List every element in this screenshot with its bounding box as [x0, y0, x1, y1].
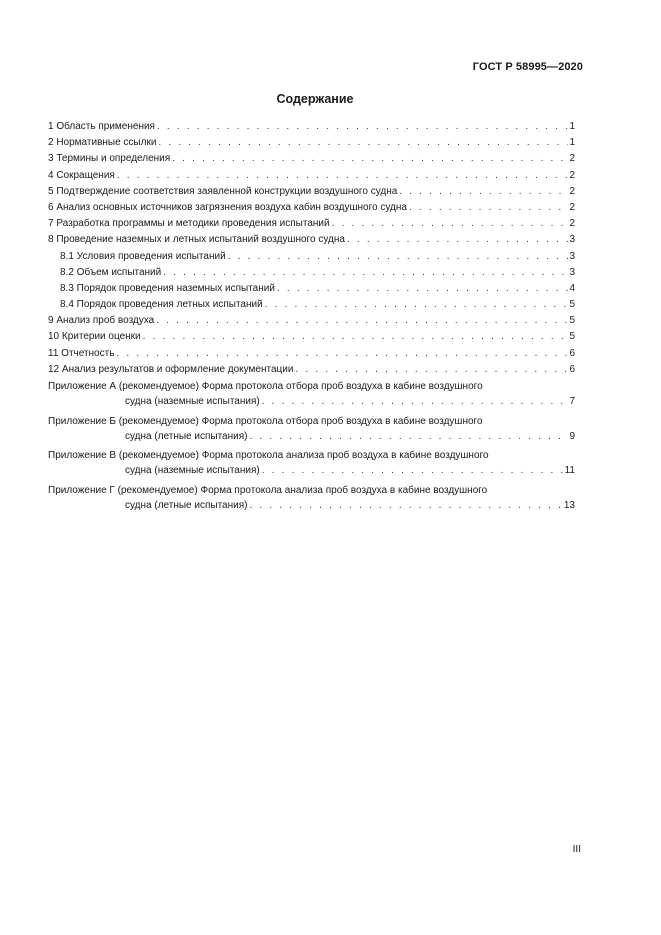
leader-dots [157, 120, 568, 134]
leader-dots [163, 266, 568, 280]
appendix-title: Приложение Г (рекомендуемое) Форма протокола анализа проб воздуха в кабине воздушного [48, 484, 488, 496]
toc-entry[interactable] [48, 363, 575, 379]
toc-entry[interactable] [48, 201, 575, 217]
toc-entry-text: 8.4 Порядок проведения летных испытаний [60, 299, 263, 311]
appendix-subtitle: судна (летные испытания) [125, 430, 248, 442]
toc-subentry[interactable] [48, 266, 575, 282]
appendix-page: 11 [564, 465, 575, 476]
appendix-title: Приложение Б (рекомендуемое) Форма протокола отбора проб воздуха в кабине воздушного [48, 415, 483, 427]
toc-entry-page: 6 [569, 363, 575, 375]
toc-entry-text: 12 Анализ результатов и оформление документации [48, 363, 294, 375]
appendix-page: 7 [569, 396, 575, 407]
toc-entry-page: 2 [569, 185, 575, 197]
leader-dots [409, 201, 568, 215]
toc-subentry[interactable] [48, 250, 575, 266]
leader-dots [262, 463, 564, 478]
toc-entry-page: 2 [569, 201, 575, 213]
table-of-contents [48, 120, 575, 517]
toc-entry-text: 10 Критерии оценки [48, 331, 141, 343]
appendix-entry[interactable] [48, 379, 575, 409]
leader-dots [117, 169, 569, 183]
toc-entry[interactable] [48, 169, 575, 185]
toc-entry-text: 5 Подтверждение соответствия заявленной конструкции воздушного судна [48, 185, 398, 197]
leader-dots [295, 363, 568, 377]
toc-subentry[interactable] [48, 282, 575, 298]
toc-entry-page: 1 [569, 137, 575, 149]
toc-entry-text: 8.2 Объем испытаний [60, 266, 162, 278]
leader-dots [143, 330, 569, 344]
leader-dots [399, 185, 568, 199]
toc-appendices [48, 379, 575, 513]
toc-entry-text: 11 Отчетность [48, 347, 115, 359]
toc-entry-text: 4 Сокращения [48, 169, 115, 181]
appendix-subtitle: судна (наземные испытания) [125, 465, 260, 476]
toc-subentry[interactable] [48, 298, 575, 314]
appendix-entry[interactable] [48, 414, 575, 444]
toc-entry[interactable] [48, 217, 575, 233]
toc-entry[interactable] [48, 120, 575, 136]
toc-entry[interactable] [48, 152, 575, 168]
toc-entry-text: 8.3 Порядок проведения наземных испытаний [60, 282, 275, 294]
leader-dots [156, 314, 568, 328]
toc-entry[interactable] [48, 314, 575, 330]
toc-title: Содержание [276, 92, 354, 106]
appendix-title: Приложение В (рекомендуемое) Форма протокола анализа проб воздуха в кабине воздушного [48, 450, 489, 461]
appendix-subtitle: судна (наземные испытания) [125, 396, 260, 407]
toc-entries [48, 120, 575, 379]
page-number: III [572, 844, 581, 855]
toc-entry-page: 5 [569, 299, 575, 311]
document-code: ГОСТ Р 58995—2020 [472, 61, 583, 73]
toc-entry-text: 7 Разработка программы и методики проведения испытаний [48, 218, 330, 230]
toc-entry-text: 1 Область применения [48, 121, 155, 132]
toc-entry-text: 3 Термины и определения [48, 153, 171, 165]
toc-entry[interactable] [48, 233, 575, 249]
toc-entry-page: 1 [569, 121, 575, 132]
toc-entry-text: 8 Проведение наземных и летных испытаний воздушного судна [48, 234, 345, 246]
appendix-entry[interactable] [48, 483, 575, 513]
toc-entry-page: 2 [569, 169, 575, 181]
leader-dots [277, 282, 569, 296]
leader-dots [172, 152, 568, 166]
toc-entry-text: 6 Анализ основных источников загрязнения воздуха кабин воздушного судна [48, 201, 407, 213]
toc-entry-page: 6 [569, 347, 575, 359]
leader-dots [116, 347, 568, 361]
appendix-subtitle: судна (летные испытания) [125, 499, 248, 511]
toc-entry-page: 5 [569, 315, 575, 327]
appendix-page: 13 [563, 499, 575, 511]
toc-entry-page: 3 [569, 266, 575, 278]
leader-dots [249, 429, 568, 444]
toc-entry-text: 9 Анализ проб воздуха [48, 315, 155, 327]
leader-dots [347, 233, 569, 247]
toc-entry[interactable] [48, 330, 575, 346]
toc-entry-text: 8.1 Условия проведения испытаний [60, 250, 226, 262]
toc-entry-page: 2 [569, 153, 575, 165]
toc-entry-text: 2 Нормативные ссылки [48, 137, 157, 149]
leader-dots [158, 136, 568, 150]
toc-entry[interactable] [48, 185, 575, 201]
appendix-page: 9 [569, 430, 575, 442]
appendix-title: Приложение А (рекомендуемое) Форма протокола отбора проб воздуха в кабине воздушного [48, 381, 483, 392]
toc-entry-page: 5 [569, 331, 575, 343]
toc-entry-page: 2 [569, 218, 575, 230]
toc-entry-page: 3 [569, 250, 575, 262]
leader-dots [332, 217, 569, 231]
appendix-entry[interactable] [48, 448, 575, 478]
leader-dots [265, 298, 569, 312]
toc-entry[interactable] [48, 347, 575, 363]
toc-entry-page: 3 [569, 234, 575, 246]
toc-entry[interactable] [48, 136, 575, 152]
leader-dots [262, 394, 569, 409]
leader-dots [228, 250, 569, 264]
toc-entry-page: 4 [569, 282, 575, 294]
leader-dots [249, 498, 562, 513]
